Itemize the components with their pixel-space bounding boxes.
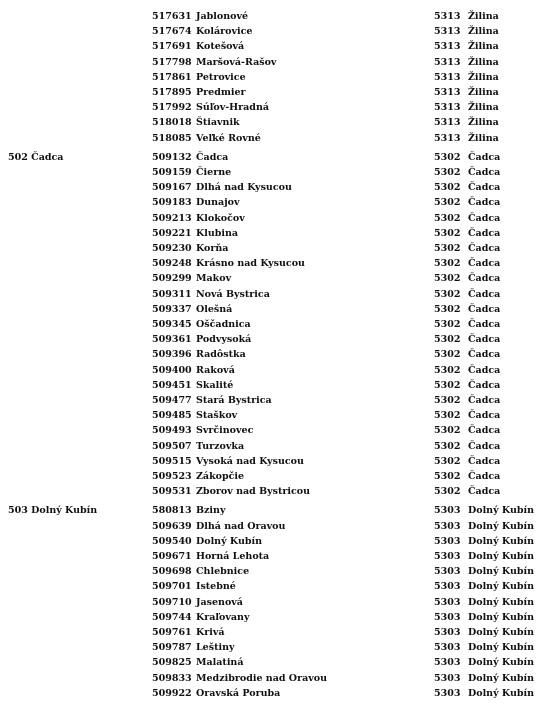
municipality-code: 509400 bbox=[152, 364, 192, 376]
municipality-code: 509922 bbox=[152, 687, 192, 699]
municipality-code: 509701 bbox=[152, 581, 192, 593]
table-row bbox=[0, 671, 552, 686]
region-code: 5303 bbox=[434, 657, 461, 669]
region-name: Dolný Kubín bbox=[468, 551, 535, 562]
municipality-code: 509485 bbox=[152, 410, 192, 422]
municipality-code: 509744 bbox=[152, 611, 192, 623]
region-code: 5303 bbox=[434, 520, 461, 532]
region-name: Čadca bbox=[468, 227, 501, 239]
region-name: Čadca bbox=[468, 410, 501, 422]
region-code: 5313 bbox=[434, 87, 461, 98]
region-code: 5302 bbox=[434, 364, 461, 376]
municipality-name: Chlebnice bbox=[196, 566, 250, 578]
municipality-name: Štiavnik bbox=[196, 117, 240, 129]
municipality-code: 509299 bbox=[152, 273, 192, 285]
region-code: 5313 bbox=[434, 132, 461, 144]
table-row bbox=[0, 195, 552, 210]
municipality-code: 509787 bbox=[152, 642, 192, 654]
table-row bbox=[0, 408, 552, 423]
municipality-name: Radôstka bbox=[196, 349, 246, 361]
municipality-code: 509507 bbox=[152, 440, 192, 452]
municipality-code: 509167 bbox=[152, 182, 192, 194]
region-name: Čadca bbox=[468, 319, 501, 330]
municipality-code: 518018 bbox=[152, 117, 192, 129]
table-row bbox=[0, 24, 552, 39]
region-name: Čadca bbox=[468, 455, 501, 467]
municipality-code: 509396 bbox=[152, 349, 192, 361]
municipality-code: 509451 bbox=[152, 379, 192, 391]
municipality-code: 509671 bbox=[152, 551, 192, 562]
region-name: Žilina bbox=[468, 11, 499, 22]
municipality-name: Veľké Rovné bbox=[196, 132, 261, 144]
region-code: 5303 bbox=[434, 535, 461, 547]
municipality-name: Čadca bbox=[196, 151, 229, 163]
table-row bbox=[0, 131, 552, 146]
region-name: Žilina bbox=[468, 41, 499, 53]
region-name: Čadca bbox=[468, 212, 501, 224]
region-name: Čadca bbox=[468, 151, 501, 163]
region-name: Čadca bbox=[468, 440, 501, 452]
municipality-name: Klubina bbox=[196, 227, 239, 239]
table-row bbox=[0, 115, 552, 130]
municipality-name: Istebné bbox=[196, 581, 236, 593]
region-name: Žilina bbox=[468, 102, 499, 114]
municipality-name: Kolárovice bbox=[196, 26, 253, 38]
municipality-code: 509523 bbox=[152, 471, 192, 482]
municipality-code: 509337 bbox=[152, 303, 192, 315]
region-code: 5302 bbox=[434, 471, 461, 482]
region-code: 5302 bbox=[434, 167, 461, 178]
municipality-code: 509710 bbox=[152, 596, 192, 608]
municipality-code: 517631 bbox=[152, 11, 192, 22]
municipality-name: Bziny bbox=[196, 505, 226, 517]
municipality-name: Horná Lehota bbox=[196, 551, 270, 562]
region-code: 5302 bbox=[434, 455, 461, 467]
municipality-name: Krásno nad Kysucou bbox=[196, 258, 305, 270]
region-code: 5302 bbox=[434, 395, 461, 406]
region-code: 5303 bbox=[434, 642, 461, 654]
municipality-name: Maršová-Rašov bbox=[196, 56, 277, 68]
municipality-code: 517895 bbox=[152, 87, 192, 98]
table-row bbox=[0, 378, 552, 393]
table-row bbox=[0, 211, 552, 226]
municipality-code: 509477 bbox=[152, 395, 192, 406]
municipality-name: Jablonové bbox=[196, 11, 249, 22]
table-row bbox=[0, 302, 552, 317]
municipality-code: 509230 bbox=[152, 243, 192, 254]
municipality-name: Podvysoká bbox=[196, 334, 252, 346]
table-row bbox=[0, 226, 552, 241]
region-name: Čadca bbox=[468, 303, 501, 315]
table-row bbox=[0, 640, 552, 655]
region-name: Dolný Kubín bbox=[468, 627, 535, 638]
municipality-name: Nová Bystrica bbox=[196, 288, 270, 300]
region-code: 5302 bbox=[434, 212, 461, 224]
region-code: 5302 bbox=[434, 258, 461, 270]
region-code: 5302 bbox=[434, 197, 461, 209]
region-name: Čadca bbox=[468, 197, 501, 209]
region-name: Dolný Kubín bbox=[468, 566, 535, 578]
table-row bbox=[0, 55, 552, 70]
table-row bbox=[0, 625, 552, 640]
municipality-name: Korňa bbox=[196, 243, 229, 254]
region-code: 5303 bbox=[434, 672, 461, 684]
region-code: 5302 bbox=[434, 273, 461, 285]
municipality-code: 509132 bbox=[152, 151, 192, 163]
region-name: Čadca bbox=[468, 349, 501, 361]
table-row bbox=[0, 393, 552, 408]
municipality-name: Leštiny bbox=[196, 642, 235, 654]
table-row bbox=[0, 241, 552, 256]
table-row bbox=[0, 271, 552, 286]
region-name: Žilina bbox=[468, 56, 499, 68]
table-row bbox=[0, 595, 552, 610]
table-row bbox=[0, 256, 552, 271]
table-row bbox=[0, 423, 552, 438]
region-name: Čadca bbox=[468, 334, 501, 346]
region-name: Čadca bbox=[468, 182, 501, 194]
region-code: 5302 bbox=[434, 182, 461, 194]
municipality-code: 509213 bbox=[152, 212, 192, 224]
municipality-name: Čierne bbox=[196, 167, 232, 178]
municipality-code: 509825 bbox=[152, 657, 192, 669]
region-name: Čadca bbox=[468, 273, 501, 285]
table-row bbox=[0, 332, 552, 347]
municipality-name: Oščadnica bbox=[196, 319, 251, 330]
municipality-code: 517674 bbox=[152, 26, 192, 38]
table-row bbox=[0, 180, 552, 195]
region-name: Čadca bbox=[468, 167, 501, 178]
region-code: 5303 bbox=[434, 551, 461, 562]
table-row bbox=[0, 564, 552, 579]
table-row bbox=[0, 610, 552, 625]
municipality-code: 509698 bbox=[152, 566, 192, 578]
municipality-name: Zborov nad Bystricou bbox=[196, 486, 311, 498]
table-row bbox=[0, 317, 552, 332]
municipality-name: Dunajov bbox=[196, 197, 240, 209]
municipality-code: 509639 bbox=[152, 520, 192, 532]
region-name: Žilina bbox=[468, 132, 499, 144]
municipality-name: Predmier bbox=[196, 87, 246, 98]
region-name: Čadca bbox=[468, 471, 501, 482]
region-name: Dolný Kubín bbox=[468, 611, 535, 623]
district-label: 503 Dolný Kubín bbox=[8, 505, 98, 517]
region-code: 5303 bbox=[434, 611, 461, 623]
region-code: 5302 bbox=[434, 486, 461, 498]
region-code: 5303 bbox=[434, 566, 461, 578]
table-row bbox=[0, 549, 552, 564]
region-code: 5302 bbox=[434, 379, 461, 391]
region-name: Dolný Kubín bbox=[468, 687, 535, 699]
region-name: Dolný Kubín bbox=[468, 581, 535, 593]
table-row bbox=[0, 70, 552, 85]
region-name: Čadca bbox=[468, 364, 501, 376]
region-name: Žilina bbox=[468, 71, 499, 83]
table-row bbox=[0, 686, 552, 701]
municipality-name: Stará Bystrica bbox=[196, 395, 272, 406]
municipality-code: 518085 bbox=[152, 132, 192, 144]
municipality-name: Jasenová bbox=[196, 596, 243, 608]
municipality-code: 517691 bbox=[152, 41, 192, 53]
region-code: 5302 bbox=[434, 425, 461, 437]
municipality-name: Petrovice bbox=[196, 71, 246, 83]
region-name: Čadca bbox=[468, 486, 501, 498]
municipality-code: 580813 bbox=[152, 505, 192, 517]
region-name: Čadca bbox=[468, 425, 501, 437]
region-name: Dolný Kubín bbox=[468, 596, 535, 608]
municipality-name: Oravská Poruba bbox=[196, 687, 281, 699]
region-code: 5302 bbox=[434, 349, 461, 361]
municipality-code: 509248 bbox=[152, 258, 192, 270]
municipality-code: 509515 bbox=[152, 455, 192, 467]
table-row bbox=[0, 454, 552, 469]
table-row bbox=[0, 439, 552, 454]
municipality-name: Medzibrodie nad Oravou bbox=[196, 672, 328, 684]
municipality-name: Vysoká nad Kysucou bbox=[196, 455, 304, 467]
region-name: Dolný Kubín bbox=[468, 505, 535, 517]
municipality-name: Dolný Kubín bbox=[196, 535, 263, 547]
region-name: Čadca bbox=[468, 395, 501, 406]
region-code: 5302 bbox=[434, 243, 461, 254]
region-name: Dolný Kubín bbox=[468, 535, 535, 547]
municipality-name: Zákopčie bbox=[196, 471, 245, 482]
region-code: 5313 bbox=[434, 71, 461, 83]
region-code: 5302 bbox=[434, 303, 461, 315]
municipality-code: 509761 bbox=[152, 627, 192, 638]
municipality-code: 509311 bbox=[152, 288, 192, 300]
municipality-code: 509221 bbox=[152, 227, 192, 239]
region-code: 5303 bbox=[434, 505, 461, 517]
table-row bbox=[0, 655, 552, 670]
region-code: 5313 bbox=[434, 56, 461, 68]
municipality-code: 509540 bbox=[152, 535, 192, 547]
table-row bbox=[0, 39, 552, 54]
region-code: 5313 bbox=[434, 117, 461, 129]
municipality-name: Súľov-Hradná bbox=[196, 102, 270, 114]
municipality-code: 517861 bbox=[152, 71, 192, 83]
region-name: Dolný Kubín bbox=[468, 657, 535, 669]
table-row bbox=[0, 165, 552, 180]
table-row bbox=[0, 100, 552, 115]
municipality-code: 509493 bbox=[152, 425, 192, 437]
table-row bbox=[0, 150, 552, 165]
region-name: Žilina bbox=[468, 87, 499, 98]
region-code: 5302 bbox=[434, 410, 461, 422]
table-row bbox=[0, 287, 552, 302]
municipality-code: 509345 bbox=[152, 319, 192, 330]
table-row bbox=[0, 363, 552, 378]
region-code: 5303 bbox=[434, 596, 461, 608]
region-code: 5302 bbox=[434, 440, 461, 452]
region-name: Dolný Kubín bbox=[468, 672, 535, 684]
municipality-name: Kotešová bbox=[196, 41, 245, 53]
municipality-name: Turzovka bbox=[196, 440, 245, 452]
municipality-code: 509159 bbox=[152, 167, 192, 178]
table-row bbox=[0, 347, 552, 362]
region-code: 5302 bbox=[434, 334, 461, 346]
region-code: 5303 bbox=[434, 627, 461, 638]
region-code: 5313 bbox=[434, 11, 461, 22]
municipality-code: 517992 bbox=[152, 102, 192, 114]
municipality-code: 509361 bbox=[152, 334, 192, 346]
region-name: Čadca bbox=[468, 258, 501, 270]
table-row bbox=[0, 9, 552, 24]
municipality-code: 509833 bbox=[152, 672, 192, 684]
municipality-code: 509531 bbox=[152, 486, 192, 498]
region-code: 5302 bbox=[434, 151, 461, 163]
municipality-code: 509183 bbox=[152, 197, 192, 209]
municipality-name: Raková bbox=[196, 364, 235, 376]
region-name: Žilina bbox=[468, 26, 499, 38]
region-code: 5303 bbox=[434, 581, 461, 593]
region-code: 5302 bbox=[434, 227, 461, 239]
region-code: 5303 bbox=[434, 687, 461, 699]
municipality-name: Skalité bbox=[196, 379, 234, 391]
region-code: 5313 bbox=[434, 26, 461, 38]
municipality-name: Krivá bbox=[196, 627, 225, 638]
region-name: Žilina bbox=[468, 117, 499, 129]
region-name: Čadca bbox=[468, 379, 501, 391]
municipality-name: Olešná bbox=[196, 303, 233, 315]
municipality-name: Dlhá nad Kysucou bbox=[196, 182, 292, 194]
table-row bbox=[0, 534, 552, 549]
municipality-name: Dlhá nad Oravou bbox=[196, 520, 286, 532]
municipality-name: Makov bbox=[196, 273, 232, 285]
table-row bbox=[0, 469, 552, 484]
region-name: Dolný Kubín bbox=[468, 520, 535, 532]
district-label: 502 Čadca bbox=[8, 151, 64, 163]
region-code: 5313 bbox=[434, 102, 461, 114]
region-code: 5313 bbox=[434, 41, 461, 53]
region-name: Čadca bbox=[468, 243, 501, 254]
region-code: 5302 bbox=[434, 319, 461, 330]
region-name: Dolný Kubín bbox=[468, 642, 535, 654]
municipality-name: Klokočov bbox=[196, 212, 245, 224]
municipality-name: Kraľovany bbox=[196, 611, 250, 623]
table-row bbox=[0, 484, 552, 499]
municipality-name: Staškov bbox=[196, 410, 238, 422]
table-row bbox=[0, 503, 552, 518]
region-name: Čadca bbox=[468, 288, 501, 300]
municipality-name: Svrčinovec bbox=[196, 425, 254, 437]
municipality-code: 517798 bbox=[152, 56, 192, 68]
region-code: 5302 bbox=[434, 288, 461, 300]
municipality-name: Malatiná bbox=[196, 657, 244, 669]
table-row bbox=[0, 579, 552, 594]
table-row bbox=[0, 519, 552, 534]
table-row bbox=[0, 85, 552, 100]
